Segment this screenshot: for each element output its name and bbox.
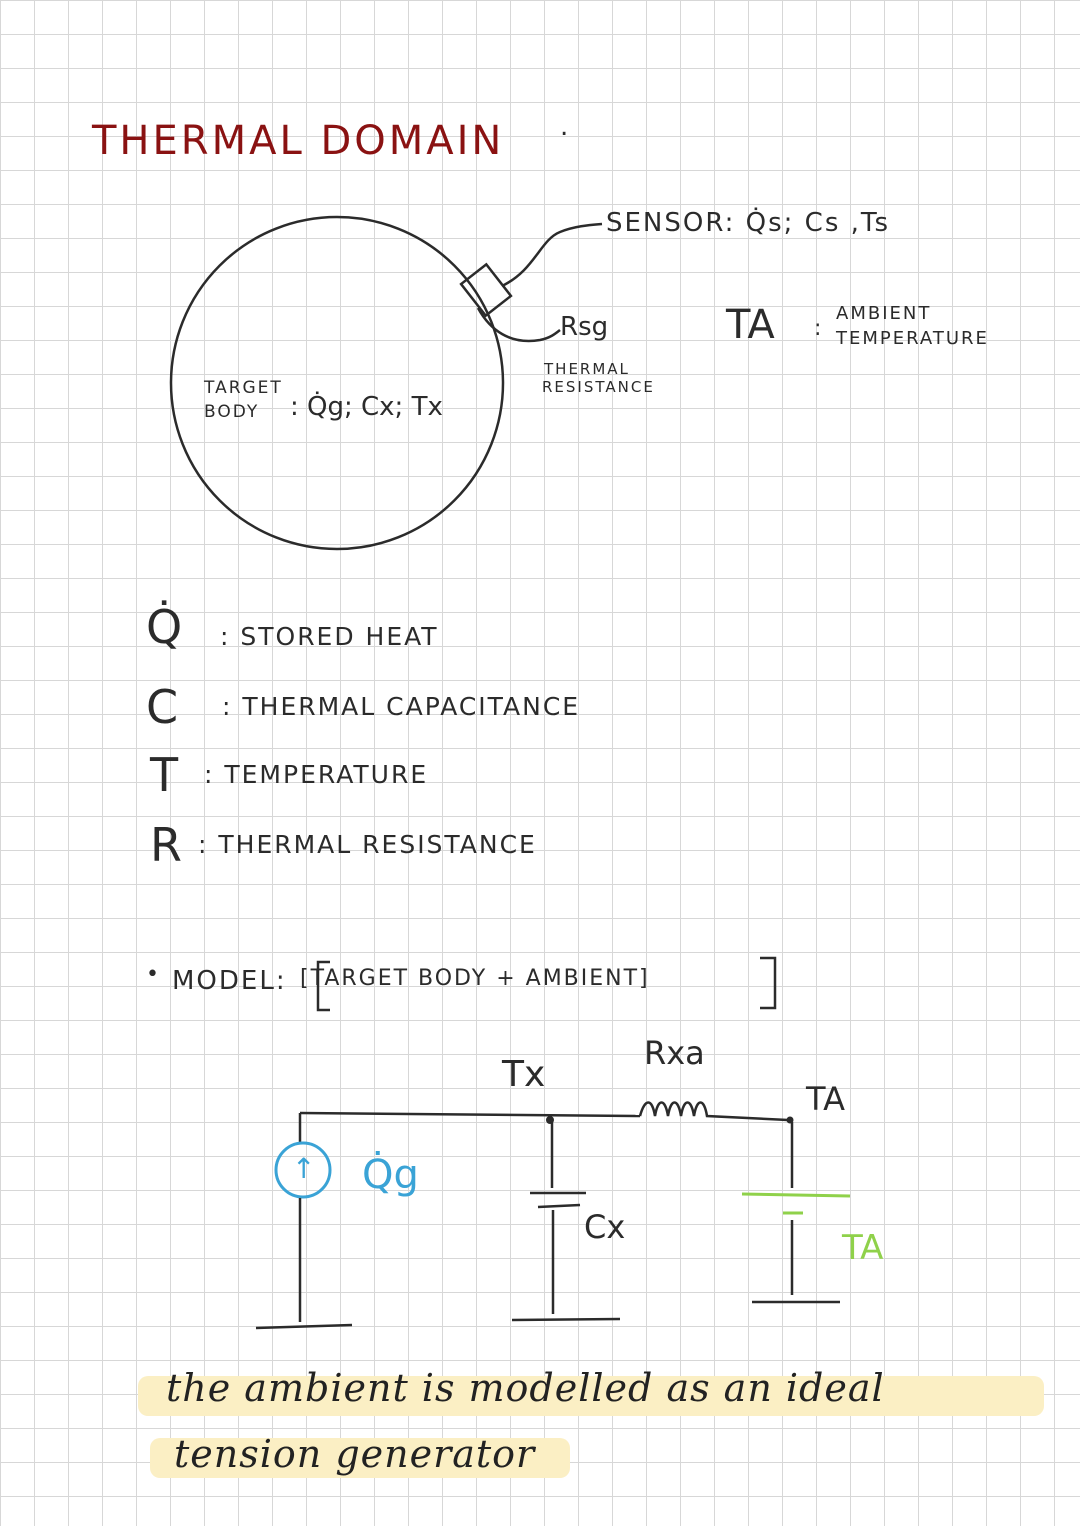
circuit-qg-label: Q̇g [362,1152,419,1198]
ambient-desc-1: AMBIENT [836,303,932,324]
ground-2 [512,1319,620,1320]
note-line-1: the ambient is modelled as an ideal [166,1366,885,1410]
model-content: [TARGET BODY + AMBIENT] [300,966,650,991]
rsg-desc-1: THERMAL [544,360,630,378]
legend-desc-q: : STORED HEAT [220,622,439,651]
legend-desc-t: : TEMPERATURE [204,760,429,789]
circuit-rxa-label: Rxa [644,1034,705,1072]
ambient-desc-2: TEMPERATURE [836,328,989,349]
circuit-ta-source-label: TA [842,1228,884,1268]
sensor-wire [502,224,602,286]
target-vars: : Q̇g; Cx; Tx [290,392,443,422]
sensor-label: SENSOR: Q̇s; Cs ,Ts [606,208,891,238]
circuit-ta-label: TA [806,1080,845,1118]
circuit-top-rail [300,1113,640,1116]
ground-1 [256,1325,352,1328]
rsg-label: Rsg [560,312,609,342]
legend-symbol-t: T [150,748,179,802]
model-bracket-right [760,958,775,1008]
page-title: THERMAL DOMAIN [92,118,505,164]
legend-desc-r: : THERMAL RESISTANCE [198,830,537,859]
legend-symbol-q: Q̇ [146,600,183,654]
model-label: MODEL: [172,966,287,996]
cap-plate-bottom [538,1205,580,1207]
ta-plate-long [742,1194,850,1196]
title-dot: . [560,112,569,142]
ambient-colon: : [814,316,822,341]
model-bullet: • [146,962,159,987]
circuit-cx-label: Cx [584,1208,626,1246]
legend-desc-c: : THERMAL CAPACITANCE [222,692,581,721]
ambient-symbol: TA [726,302,775,348]
legend-symbol-r: R [150,818,182,872]
source-arrow: ↑ [292,1152,316,1185]
legend-symbol-c: C [146,680,179,734]
circuit-tx-label: Tx [502,1054,546,1095]
rsg-desc-2: RESISTANCE [542,378,655,396]
target-label-1: TARGET [204,378,283,398]
resistor-rxa [640,1103,788,1121]
target-label-2: BODY [204,402,260,422]
note-line-2: tension generator [174,1432,536,1476]
